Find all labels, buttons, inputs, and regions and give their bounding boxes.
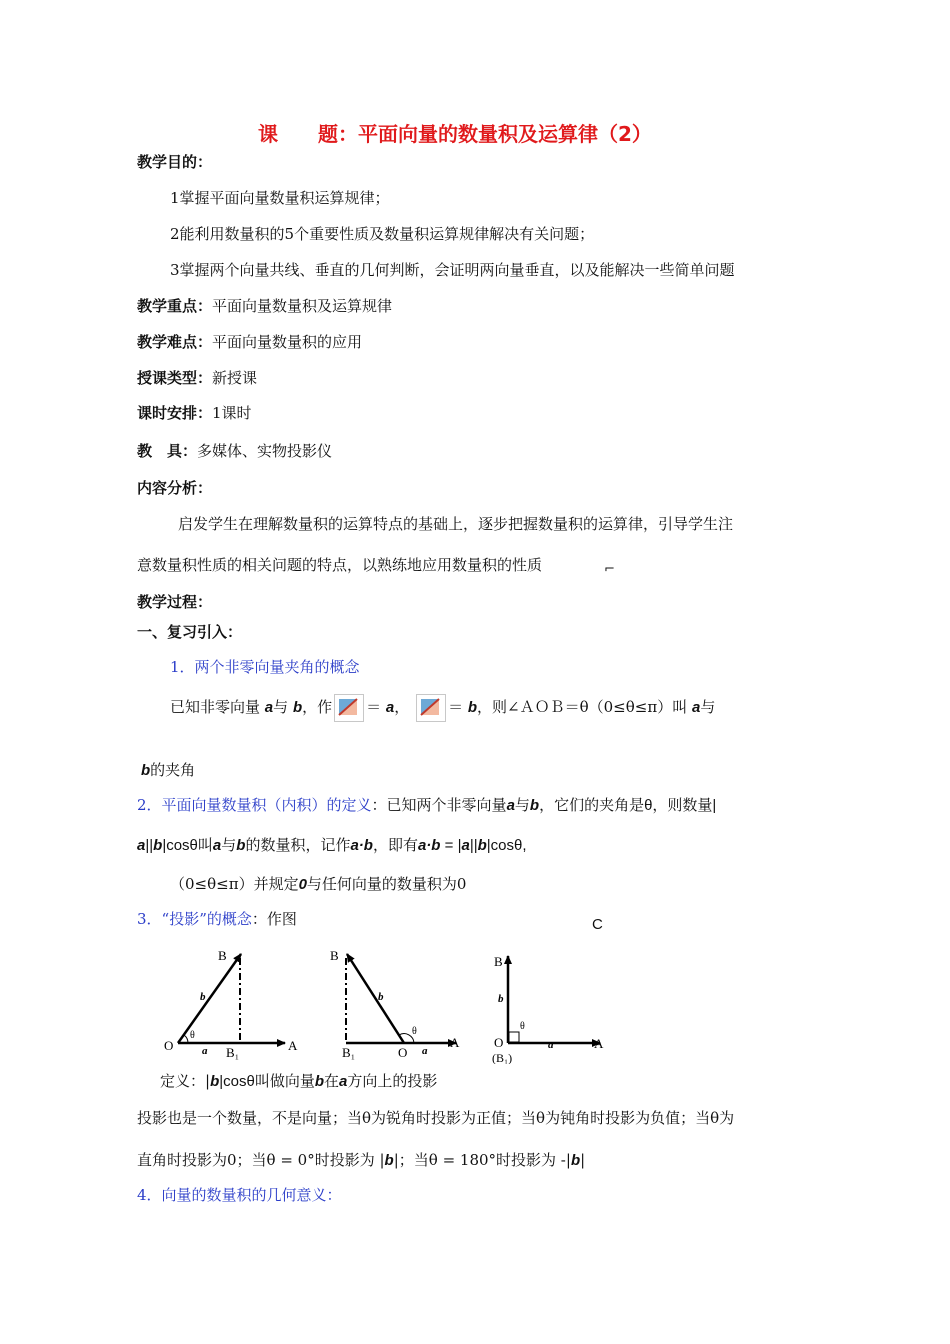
fig1-label-a-vec: a — [202, 1045, 208, 1057]
figure-obtuse-angle — [330, 948, 460, 1060]
difficulty: 教学难点：平面向量数量积的应用 — [137, 333, 363, 351]
analysis-line-1: 启发学生在理解数量积的运算特点的基础上，逐步把握数量积的运算律，引导学生注 — [178, 515, 734, 533]
bracket-mark: ⌐ — [604, 562, 615, 577]
fig2-label-a: A — [450, 1035, 460, 1050]
fig3-label-theta: θ — [520, 1021, 525, 1032]
process-heading: 教学过程： — [137, 593, 213, 611]
fig1-label-o: O — [164, 1038, 174, 1053]
page-title: 课 题：平面向量的数量积及运算律（2） — [258, 122, 652, 146]
vector-ob-image-icon — [416, 694, 446, 722]
fig2-label-theta: θ — [412, 1026, 417, 1037]
projection-note-1: 投影也是一个数量，不是向量；当θ为锐角时投影为正值；当θ为钝角时投影为负值；当θ为 — [137, 1109, 735, 1127]
objectives-heading: 教学目的： — [137, 153, 213, 171]
tools: 教 具：多媒体、实物投影仪 — [137, 442, 333, 460]
fig2-label-b1: B₁ — [342, 1045, 356, 1060]
figure-right-angle — [492, 954, 604, 1064]
objective-2: 2能利用数量积的5个重要性质及数量积运算规律解决有关问题； — [170, 225, 595, 243]
fig1-label-b1: B₁ — [226, 1045, 240, 1060]
schedule: 课时安排：1课时 — [137, 404, 252, 422]
fig3-label-o: O — [494, 1035, 504, 1050]
item2-line-1: 2．平面向量数量积（内积）的定义：已知两个非零向量a与b，它们的夹角是θ，则数量| — [137, 796, 717, 814]
fig1-label-b: B — [218, 948, 227, 963]
fig2-label-o: O — [398, 1045, 408, 1060]
item4-heading: 4．向量的数量积的几何意义： — [137, 1186, 342, 1204]
fig2-label-a-vec: a — [422, 1045, 428, 1057]
figure-acute-angle — [164, 948, 298, 1060]
fig2-label-b-vec: b — [378, 991, 384, 1003]
objective-1: 1掌握平面向量数量积运算规律； — [170, 189, 390, 207]
item1-paragraph: 已知非零向量 a与 b，作 ＝ a， ＝ b，则∠ＡＯＢ＝θ（0≤θ≤π）叫 a与 — [170, 694, 715, 722]
projection-note-2: 直角时投影为0；当θ = 0°时投影为 |b|；当θ = 180°时投影为 -|b| — [137, 1151, 586, 1169]
fig3-label-b: B — [494, 954, 503, 969]
fig3-label-a-vec: a — [548, 1039, 554, 1051]
section-review: 一、复习引入： — [137, 623, 243, 641]
analysis-heading: 内容分析： — [137, 479, 213, 497]
fig1-label-theta: θ — [190, 1030, 195, 1041]
item2-line-3: （0≤θ≤π）并规定0与任何向量的数量积为0 — [170, 875, 467, 893]
objective-3: 3掌握两个向量共线、垂直的几何判断，会证明两向量垂直，以及能解决一些简单问题 — [170, 261, 735, 279]
item3-heading: 3．“投影”的概念：作图 — [137, 910, 297, 928]
label-c: C — [592, 916, 603, 933]
projection-figures — [158, 944, 618, 1064]
analysis-line-2: 意数量积性质的相关问题的特点，以熟练地应用数量积的性质 — [137, 556, 543, 574]
lesson-type: 授课类型：新授课 — [137, 369, 258, 387]
fig3-label-b1: (B₁) — [492, 1051, 513, 1064]
vector-oa-image-icon — [334, 694, 364, 722]
fig3-label-b-vec: b — [498, 993, 504, 1005]
item1-heading: 1．两个非零向量夹角的概念 — [170, 658, 360, 676]
fig1-label-b-vec: b — [200, 991, 206, 1003]
projection-definition: 定义：|b|cosθ叫做向量b在a方向上的投影 — [160, 1072, 438, 1090]
item2-line-2: a||b|cosθ叫a与b的数量积，记作a·b，即有a·b = |a||b|cosθ, — [137, 837, 527, 854]
fig2-label-b: B — [330, 948, 339, 963]
item1-line-2: b的夹角 — [141, 761, 196, 779]
fig1-label-a: A — [288, 1038, 298, 1053]
key-point: 教学重点：平面向量数量积及运算规律 — [137, 297, 393, 315]
fig3-label-a: A — [594, 1036, 604, 1051]
